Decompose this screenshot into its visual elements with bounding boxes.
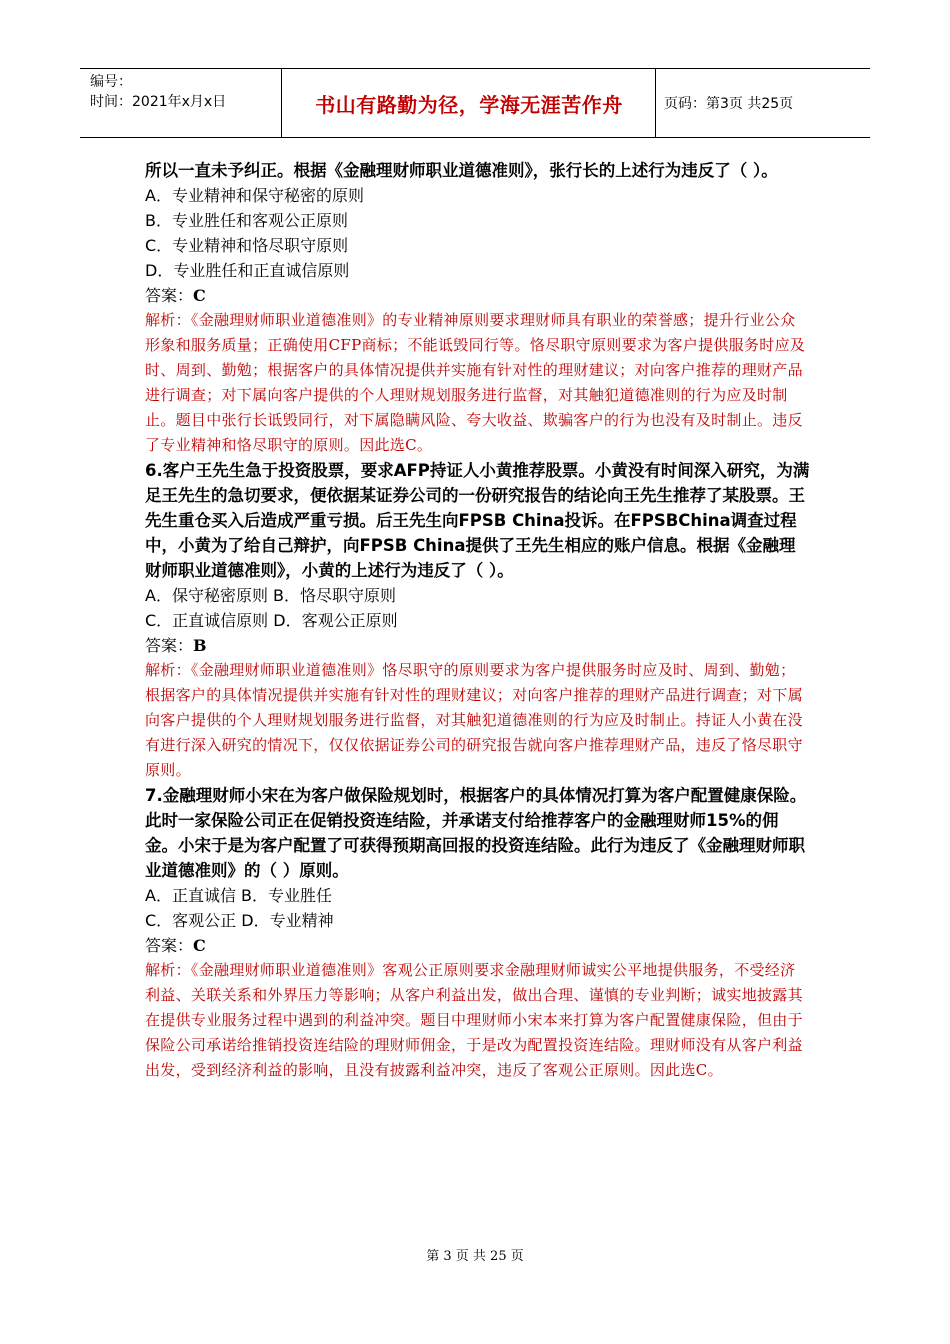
- answer-line: [145, 633, 810, 658]
- document-body: [145, 158, 810, 1083]
- explanation: 解析：《金融理财师职业道德准则》的专业精神原则要求理财师具有职业的荣誉感；提升行业公众形象和服务质量；正确使用CFP商标；不能诋毁同行等。恪尽职守原则要求为客户提供服务时应及时、周到、勤勉；根据客户的具体情况提供并实施有针对性的理财建议；对向客户推荐的理财产品进行调查；对下属向客户提供的个人理财规划服务进行监督，对其触犯道德准则的行为应及时制止。题目中张行长诋毁同行，对下属隐瞒风险、夸大收益、欺骗客户的行为也没有及时制止。违反了专业精神和恪尽职守的原则。因此选C。: [145, 311, 806, 454]
- header-motto-cell: [283, 69, 656, 137]
- header-page-label: 页码：第3页 共25页: [664, 96, 794, 112]
- header-page-cell: [656, 69, 870, 137]
- question-text: 所以一直未予纠正。根据《金融理财师职业道德准则》，张行长的上述行为违反了（ ）。: [145, 161, 778, 180]
- option-c: C．专业精神和恪尽职守原则: [145, 236, 349, 255]
- header-meta: [80, 69, 282, 137]
- answer-label: 答案：: [145, 286, 194, 305]
- question-text: 6.客户王先生急于投资股票，要求AFP持证人小黄推荐股票。小黄没有时间深入研究，为满足王先生的急切要求，便依据某证券公司的一份研究报告的结论向王先生推荐了某股票。王先生重仓买入后造成严重亏损。后王先生向FPSB China投诉。在FPSBChina调查过程中，小黄为了给自己辩护，向FPSB China提供了王先生相应的账户信息。根据《金融理财师职业道德准则》，小黄的上述行为违反了（ ）。: [145, 461, 810, 580]
- doc-time-label: 时间：2021年x月x日: [90, 94, 227, 110]
- answer-value: B: [193, 636, 207, 655]
- page-header: [80, 68, 870, 138]
- explanation: 解析：《金融理财师职业道德准则》恪尽职守的原则要求为客户提供服务时应及时、周到、勤勉；根据客户的具体情况提供并实施有针对性的理财建议；对向客户推荐的理财产品进行调查；对下属向客户提供的个人理财规划服务进行监督，对其触犯道德准则的行为应及时制止。持证人小黄在没有进行深入研究的情况下，仅仅依据证券公司的研究报告就向客户推荐理财产品，违反了恪尽职守原则。: [145, 661, 803, 779]
- answer-value: C: [193, 936, 206, 955]
- header-motto: 书山有路勤为径，学海无涯苦作舟: [315, 92, 623, 117]
- options-ab: A．正直诚信 B．专业胜任: [145, 886, 333, 905]
- options-cd: C．客观公正 D．专业精神: [145, 911, 334, 930]
- option-b: B．专业胜任和客观公正原则: [145, 211, 348, 230]
- answer-value: C: [193, 286, 206, 305]
- answer-label: 答案：: [145, 636, 194, 655]
- doc-number-label: 编号：: [90, 74, 132, 90]
- answer-line: [145, 283, 810, 308]
- answer-label: 答案：: [145, 936, 194, 955]
- option-d: D．专业胜任和正直诚信原则: [145, 261, 350, 280]
- options-cd: C．正直诚信原则 D．客观公正原则: [145, 611, 398, 630]
- answer-line: [145, 933, 810, 958]
- question-text: 7.金融理财师小宋在为客户做保险规划时，根据客户的具体情况打算为客户配置健康保险。此时一家保险公司正在促销投资连结险，并承诺支付给推荐客户的金融理财师15%的佣金。小宋于是为客户配置了可获得预期高回报的投资连结险。此行为违反了《金融理财师职业道德准则》的（ ）原则。: [145, 786, 807, 880]
- page-footer: 第 3 页 共 25 页: [426, 1249, 524, 1264]
- options-ab: A．保守秘密原则 B．恪尽职守原则: [145, 586, 397, 605]
- option-a: A．专业精神和保守秘密的原则: [145, 186, 364, 205]
- explanation: 解析：《金融理财师职业道德准则》客观公正原则要求金融理财师诚实公平地提供服务，不受经济利益、关联关系和外界压力等影响；从客户利益出发，做出合理、谨慎的专业判断；诚实地披露其在提供专业服务过程中遇到的利益冲突。题目中理财师小宋本来打算为客户配置健康保险，但由于保险公司承诺给推销投资连结险的理财师佣金，于是改为配置投资连结险。理财师没有从客户利益出发，受到经济利益的影响，且没有披露利益冲突，违反了客观公正原则。因此选C。: [145, 961, 803, 1079]
